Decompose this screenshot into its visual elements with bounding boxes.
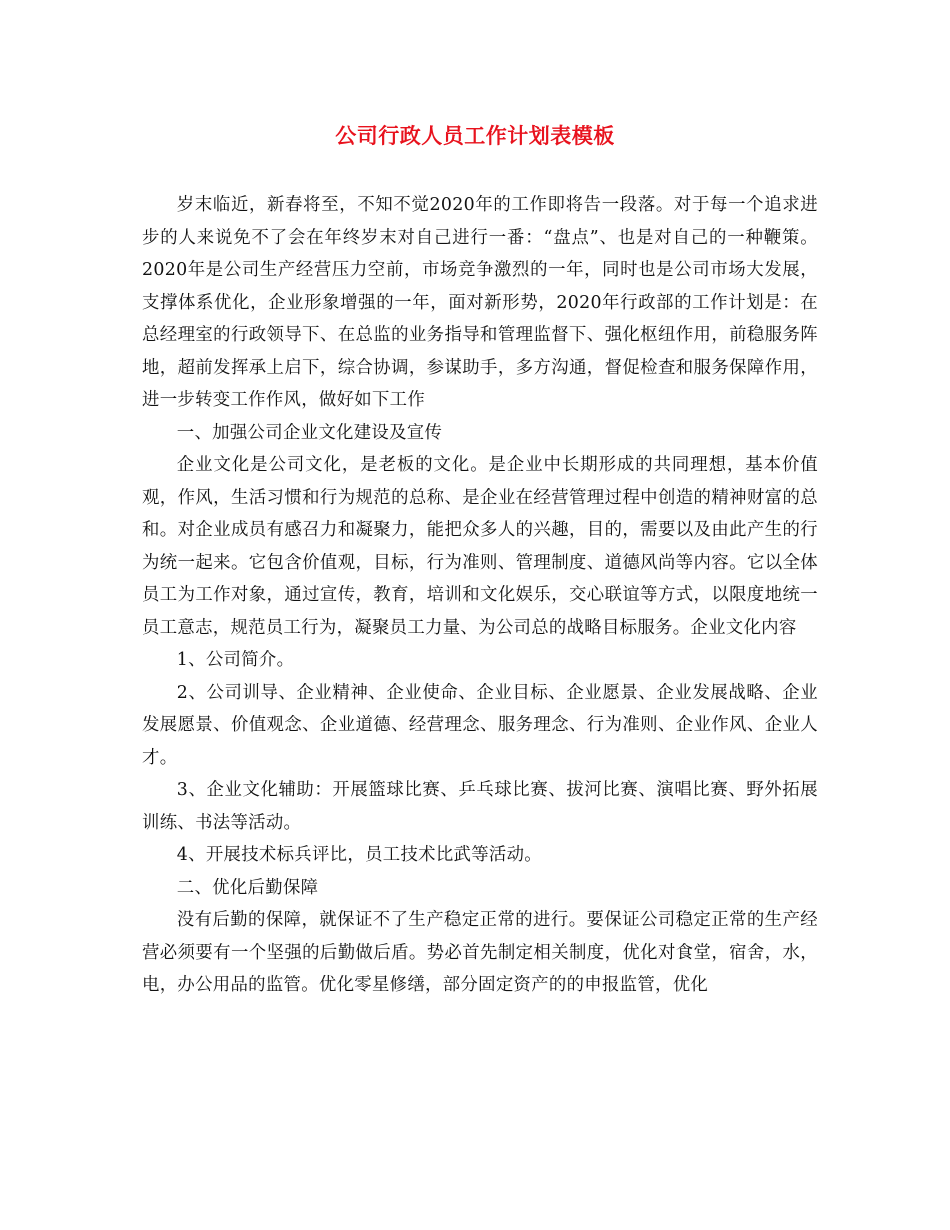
- section-heading-2: 二、优化后勤保障: [176, 877, 319, 898]
- logistics-paragraph: 没有后勤的保障，就保证不了生产稳定正常的进行。要保证公司稳定正常的生产经营必须要有一个坚强的后勤做后盾。势必首先制定相关制度，优化对食堂，宿舍，水，电，办公用品的监管。优化零星修缮，部分固定资产的的申报监管，优化: [142, 910, 818, 995]
- list-item-2: 2、公司训导、企业精神、企业使命、企业目标、企业愿景、企业发展战略、企业发展愿景、价值观念、企业道德、经营理念、服务理念、行为准则、企业作风、企业人才。: [142, 682, 818, 768]
- document-body: [142, 189, 818, 1002]
- culture-paragraph: 企业文化是公司文化，是老板的文化。是企业中长期形成的共同理想，基本价值观，作风，生活习惯和行为规范的总称、是企业在经营管理过程中创造的精神财富的总和。对企业成员有感召力和凝聚力，能把众多人的兴趣，目的，需要以及由此产生的行为统一起来。它包含价值观，目标，行为准则、管理制度、道德风尚等内容。它以全体员工为工作对象，通过宣传，教育，培训和文化娱乐，交心联谊等方式，以限度地统一员工意志，规范员工行为，凝聚员工力量、为公司总的战略目标服务。企业文化内容: [142, 455, 818, 638]
- intro-paragraph: 岁末临近，新春将至，不知不觉2020年的工作即将告一段落。对于每一个追求进步的人来说免不了会在年终岁末对自己进行一番：“盘点”、也是对自己的一种鞭策。2020年是公司生产经营压力空前，市场竞争激烈的一年，同时也是公司市场大发展，支撑体系优化，企业形象增强的一年，面对新形势，2020年行政部的工作计划是：在总经理室的行政领导下、在总监的业务指导和管理监督下、强化枢纽作用，前稳服务阵地，超前发挥承上启下，综合协调，参谋助手，多方沟通，督促检查和服务保障作用，进一步转变工作作风，做好如下工作: [142, 195, 818, 410]
- list-item-4: 4、开展技术标兵评比，员工技术比武等活动。: [176, 845, 542, 865]
- list-item-1: 1、公司简介。: [176, 650, 295, 670]
- list-item-3: 3、企业文化辅助：开展篮球比赛、乒乓球比赛、拔河比赛、演唱比赛、野外拓展训练、书法等活动。: [142, 780, 818, 833]
- document-title: 公司行政人员工作计划表模板: [335, 123, 615, 148]
- section-heading-1: 一、加强公司企业文化建设及宣传: [176, 422, 443, 443]
